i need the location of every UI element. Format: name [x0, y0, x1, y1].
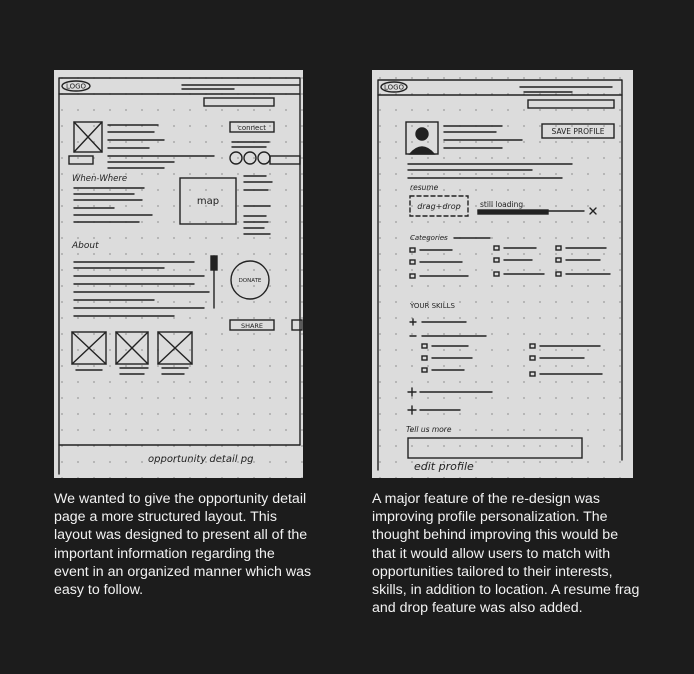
edit-profile-sketch [372, 70, 633, 478]
drag-drop-text: drag+drop [417, 202, 461, 211]
right-caption: A major feature of the re-design was improving profile personalization. The thought behind improving this would be that it would allow users to match with opportunities tailored to their interests, skills, in addition to location. A resume frag and drop feature was also added. [372, 491, 640, 617]
opportunity-detail-sketch [54, 70, 303, 478]
right-logo-text: LOGO [383, 83, 405, 92]
when-where-label: When-Where [72, 174, 128, 184]
connect-button-text: connect [238, 124, 266, 132]
tell-more-text: Tell us more [406, 425, 452, 434]
about-heading: About [72, 241, 99, 251]
left-handwritten-title: opportunity detail pg [148, 454, 254, 465]
share-button-text: SHARE [240, 322, 264, 330]
categories-heading: Categories [410, 234, 448, 242]
save-profile-button-text: SAVE PROFILE [551, 127, 605, 136]
skills-heading: YOUR SKILLS [410, 302, 455, 310]
resume-heading: resume [410, 183, 439, 192]
left-logo-text: LOGO [65, 82, 87, 91]
map-label: map [196, 196, 220, 207]
still-loading-text: still loading [480, 200, 524, 209]
left-caption: We wanted to give the opportunity detail page a more structured layout. This layout was designed to present all of the important information regarding the event in an organized manner which was easy to follow. [54, 491, 312, 599]
right-handwritten-title: edit profile [414, 460, 474, 473]
donate-button-text: DONATE [238, 278, 262, 284]
